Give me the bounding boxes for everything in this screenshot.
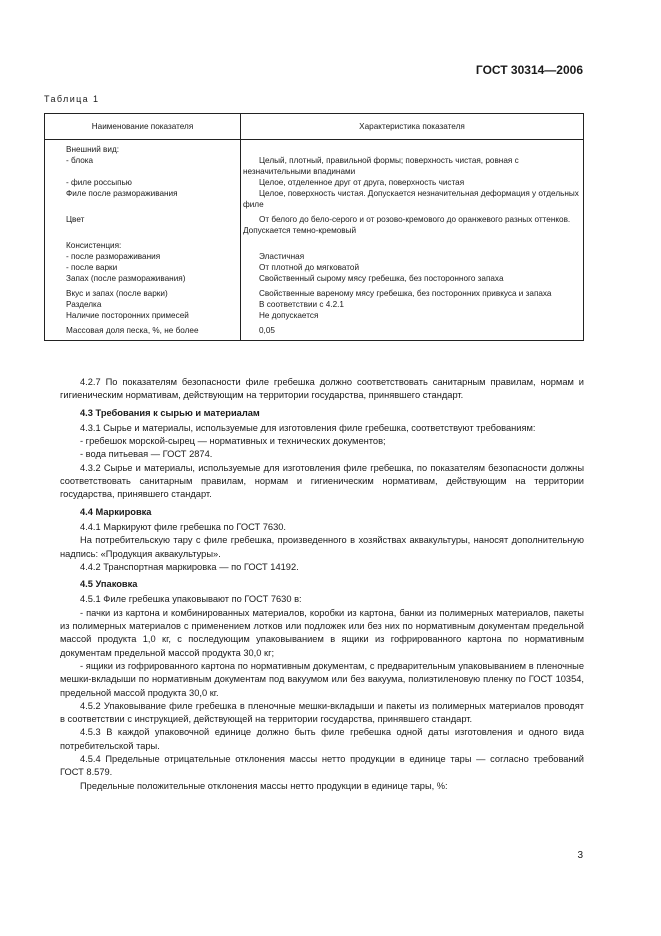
indicator-name: Филе после размораживания	[45, 188, 241, 210]
indicator-value: Свойственные вареному мясу гребешка, без посторонних привкуса и запаха	[241, 284, 584, 299]
indicator-name: - филе россыпью	[45, 177, 241, 188]
indicator-name: - после варки	[45, 262, 241, 273]
paragraph-4-5-1: 4.5.1 Филе гребешка упаковывают по ГОСТ 7630 в:	[80, 594, 302, 605]
table-row	[45, 251, 584, 262]
indicator-name: - после размораживания	[45, 251, 241, 262]
table-row	[45, 155, 584, 177]
column-header-name: Наименование показателя	[45, 114, 241, 140]
list-item: - пачки из картона и комбинированных материалов, коробки из картона, банки из полимерных материалов, пакеты из полимерных материалов с применением лотков или подложек или без них по нормативным документам предельной массой продукта 1,0 кг, с последующим упаковыванием в ящики из гофрированного картона по нормативным документам предельной массой продукта 30,0 кг;	[60, 607, 584, 658]
paragraph-4-4-1-note: На потребительскую тару с филе гребешка, произведенного в хозяйствах аквакультуры, наносят дополнительную надпись: «Продукция аквакультуры».	[60, 535, 584, 559]
table-row	[45, 210, 584, 236]
indicator-value: Целое, отделенное друг от друга, поверхность чистая	[241, 177, 584, 188]
indicator-value: 0,05	[241, 321, 584, 341]
indicator-name: Разделка	[45, 299, 241, 310]
section-heading-4-5: 4.5 Упаковка	[80, 579, 138, 590]
indicator-name: - блока	[45, 155, 241, 177]
document-code: ГОСТ 30314—2006	[475, 63, 583, 77]
indicator-value: От плотной до мягковатой	[241, 262, 584, 273]
indicator-value: Не допускается	[241, 310, 584, 321]
paragraph-4-5-2: 4.5.2 Упаковывание филе гребешка в пленочные мешки-вкладыши и пакеты из полимерных материалов проводят в соответствии с инструкцией, действующей на территории государства, принявшего стандарт.	[60, 700, 584, 725]
paragraph-4-5-3: 4.5.3 В каждой упаковочной единице должно быть филе гребешка одной даты изготовления и одного вида потребительской тары.	[60, 727, 584, 751]
indicators-table	[44, 113, 584, 341]
table-caption: Таблица 1	[44, 94, 100, 104]
document-body	[60, 376, 584, 793]
indicator-value: Свойственный сырому мясу гребешка, без посторонного запаха	[241, 273, 584, 284]
list-item: - ящики из гофрированного картона по нормативным документам, с предварительным упаковыванием в пленочные мешки-вкладыши по нормативным документам под вакуумом или без вакуума, полиэтиленовую пленку по ГОСТ 10354, предельной массой продукта 30,0 кг.	[60, 660, 584, 698]
table-row	[45, 188, 584, 210]
list-item: - гребешок морской-сырец — нормативных и технических документов;	[80, 436, 386, 447]
indicator-name: Консистенция:	[45, 236, 241, 251]
paragraph-4-5-4-note: Предельные положительные отклонения массы нетто продукции в единице тары, %:	[80, 780, 448, 791]
indicator-value: Целый, плотный, правильной формы; поверхность чистая, ровная с незначительными впадинами	[241, 155, 584, 177]
paragraph-4-3-2: 4.3.2 Сырье и материалы, используемые для изготовления филе гребешка, по показателям безопасности должны соответствовать санитарным правилам, нормам и гигиеническим нормативам, действующим на территории государства, принявшего стандарт.	[60, 462, 584, 500]
indicator-name: Запах (после размораживания)	[45, 273, 241, 284]
table-row	[45, 177, 584, 188]
paragraph-4-5-4: 4.5.4 Предельные отрицательные отклонения массы нетто продукции в единице тары — согласно требований ГОСТ 8.579.	[60, 754, 584, 778]
table-row	[45, 262, 584, 273]
indicator-value: Целое, поверхность чистая. Допускается незначительная деформация у отдельных филе	[241, 188, 584, 210]
table-row	[45, 310, 584, 321]
table-row	[45, 273, 584, 284]
table-row	[45, 140, 584, 156]
section-heading-4-4: 4.4 Маркировка	[80, 506, 152, 517]
table-row	[45, 236, 584, 251]
indicator-name: Цвет	[45, 210, 241, 236]
paragraph-4-3-1: 4.3.1 Сырье и материалы, используемые для изготовления филе гребешка, соответствуют требованиям:	[80, 422, 536, 433]
indicator-value: В соответствии с 4.2.1	[241, 299, 584, 310]
indicator-name: Внешний вид:	[45, 140, 241, 156]
section-heading-4-3: 4.3 Требования к сырью и материалам	[80, 407, 260, 418]
table-row	[45, 321, 584, 341]
indicator-value: От белого до бело-серого и от розово-кремового до оранжевого разных оттенков. Допускается темно-кремовый	[241, 210, 584, 236]
list-item: - вода питьевая — ГОСТ 2874.	[80, 449, 213, 460]
indicator-value	[241, 236, 584, 251]
indicator-value: Эластичная	[241, 251, 584, 262]
paragraph-4-4-2: 4.4.2 Транспортная маркировка — по ГОСТ 14192.	[80, 561, 299, 572]
indicator-value	[241, 140, 584, 156]
table-row	[45, 284, 584, 299]
indicator-name: Массовая доля песка, %, не более	[45, 321, 241, 341]
indicator-name: Вкус и запах (после варки)	[45, 284, 241, 299]
column-header-characteristic: Характеристика показателя	[241, 114, 584, 140]
paragraph-4-4-1: 4.4.1 Маркируют филе гребешка по ГОСТ 7630.	[80, 521, 287, 532]
page-number: 3	[577, 850, 583, 861]
table-row	[45, 299, 584, 310]
indicator-name: Наличие посторонних примесей	[45, 310, 241, 321]
paragraph-4-2-7: 4.2.7 По показателям безопасности филе гребешка должно соответствовать санитарным правилам, нормам и гигиеническим нормативам, действующим на территории государства, принявшего стандарт.	[60, 377, 584, 401]
